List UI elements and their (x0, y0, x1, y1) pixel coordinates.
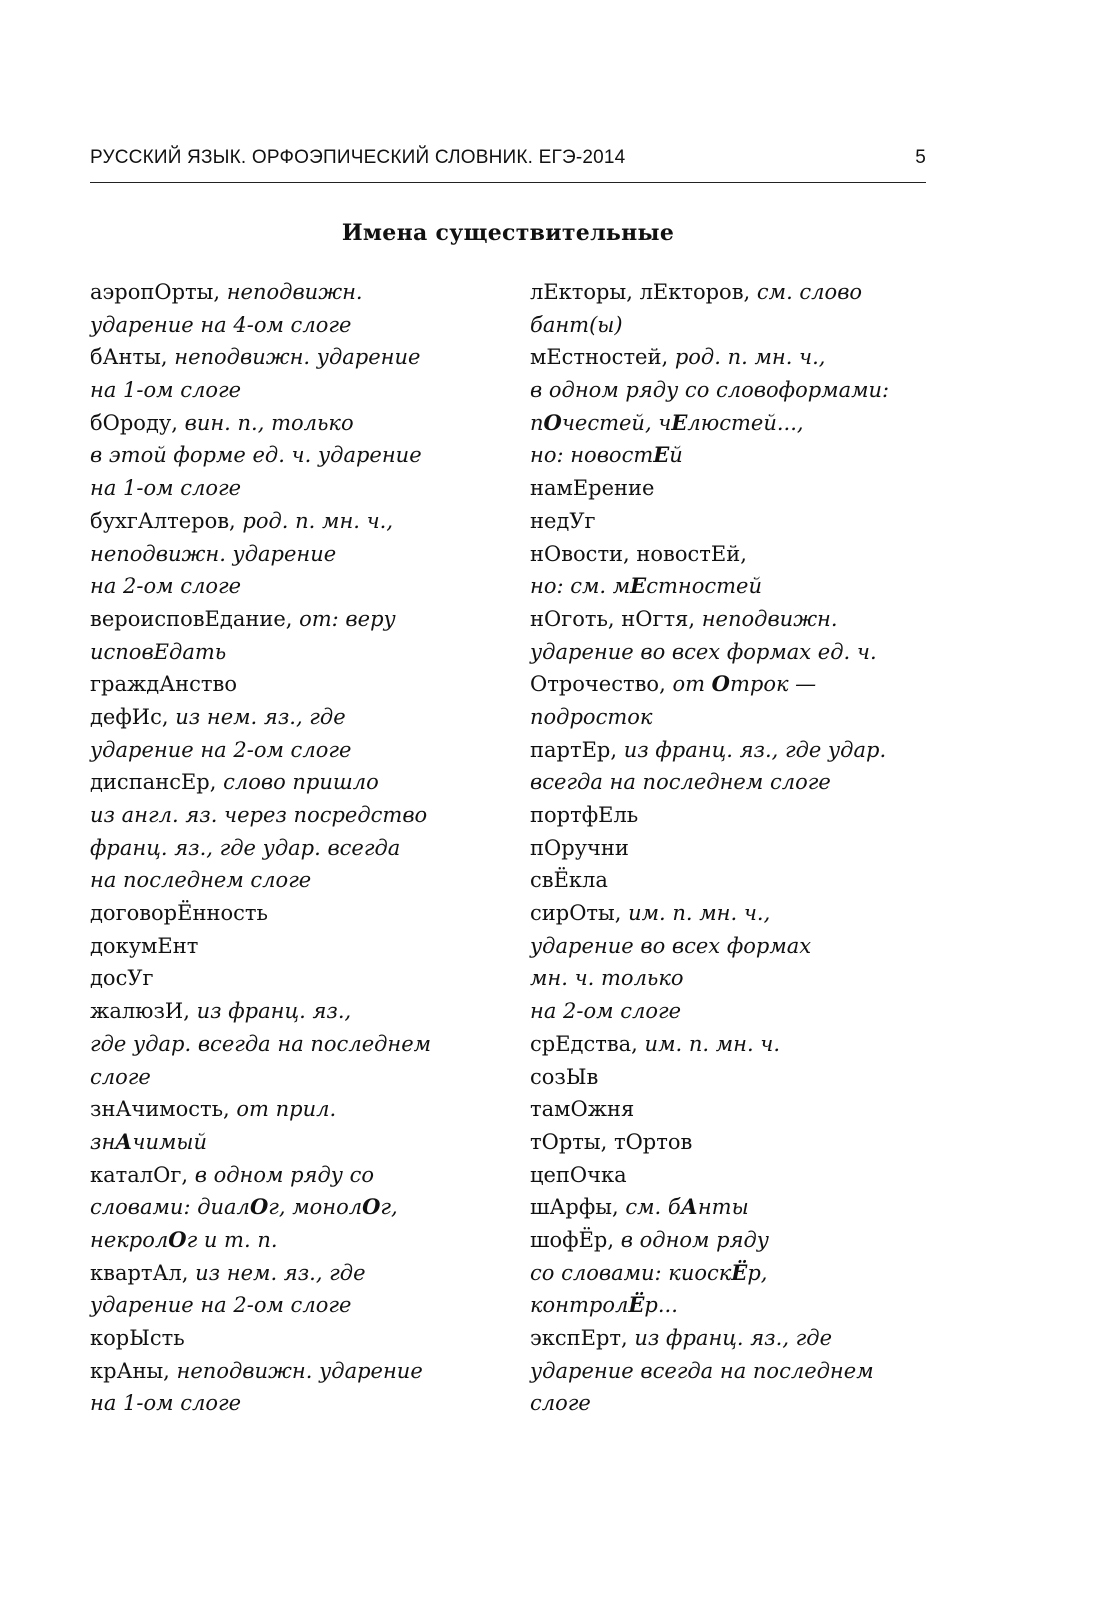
headword-text: нОготь, нОгтя, (530, 606, 702, 631)
dictionary-line (530, 1061, 930, 1094)
page-number: 5 (915, 147, 926, 168)
note-text: но: см. м (530, 574, 631, 599)
dictionary-line (530, 276, 930, 309)
note-text: из нем. яз., где (195, 1260, 366, 1285)
dictionary-line (530, 897, 930, 930)
headword-text: шофЁр, (530, 1227, 621, 1252)
dictionary-line (90, 1355, 490, 1388)
dictionary-line (530, 309, 930, 342)
dictionary-line (90, 701, 490, 734)
dictionary-line (90, 439, 490, 472)
dictionary-line (90, 734, 490, 767)
dictionary-line (530, 668, 930, 701)
dictionary-line (530, 538, 930, 571)
dictionary-line (530, 1355, 930, 1388)
note-text: г и т. п. (186, 1227, 278, 1252)
right-column (530, 276, 930, 1420)
dictionary-line (90, 341, 490, 374)
running-title: РУССКИЙ ЯЗЫК. ОРФОЭПИЧЕСКИЙ СЛОВНИК. ЕГЭ-2014 (90, 147, 626, 168)
dictionary-line (90, 1387, 490, 1420)
headword-text: вероисповЕдание, (90, 606, 300, 631)
dictionary-line (90, 962, 490, 995)
dictionary-line (90, 1159, 490, 1192)
note-text: словами: диал (90, 1195, 250, 1220)
note-text: в одном ряду (620, 1227, 769, 1252)
headword-text: жалюзИ, (90, 999, 197, 1024)
stressed-letter: Е (630, 573, 647, 599)
dictionary-line (90, 1191, 490, 1224)
headword-text: портфЕль (530, 803, 639, 827)
dictionary-line (90, 505, 490, 538)
note-text: в одном ряду со словоформами: (530, 378, 890, 403)
headword-text: квартАл, (90, 1260, 196, 1285)
dictionary-line (530, 374, 930, 407)
note-text: неподвижн. ударение (176, 1358, 423, 1383)
dictionary-line (90, 995, 490, 1028)
dictionary-line (90, 538, 490, 571)
dictionary-line (530, 701, 930, 734)
dictionary-line (530, 1028, 930, 1061)
dictionary-line (530, 734, 930, 767)
dictionary-line (90, 1322, 490, 1355)
note-text: на 1-ом слоге (90, 1391, 242, 1416)
dictionary-line (530, 995, 930, 1028)
headword-text: крАны, (90, 1358, 177, 1383)
note-text: ударение на 2-ом слоге (90, 1293, 352, 1318)
stressed-letter: О (362, 1194, 381, 1220)
note-text: й (669, 443, 683, 468)
note-text: на 1-ом слоге (90, 378, 242, 403)
dictionary-line (90, 897, 490, 930)
dictionary-line (530, 864, 930, 897)
note-text: на 2-ом слоге (90, 574, 242, 599)
dictionary-line (530, 439, 930, 472)
note-text: из нем. яз., где (175, 704, 346, 729)
headword-text: экспЕрт, (530, 1326, 635, 1350)
dictionary-line (90, 1061, 490, 1094)
stressed-letter: Е (671, 409, 688, 435)
dictionary-line (90, 1028, 490, 1061)
dictionary-line (530, 505, 930, 538)
note-text: из франц. яз., где (634, 1326, 833, 1350)
stressed-letter: О (249, 1194, 269, 1220)
stressed-letter: А (115, 1128, 133, 1154)
dictionary-line (530, 472, 930, 505)
dictionary-line (90, 276, 490, 309)
headword-text: диспансЕр, (90, 770, 224, 795)
dictionary-line (530, 799, 930, 832)
note-text: род. п. мн. ч., (674, 345, 826, 370)
headword-text: намЕрение (530, 476, 655, 501)
headword-text: каталОг, (90, 1162, 195, 1187)
headword-text: досУг (90, 966, 154, 991)
note-text: см. слово (756, 280, 863, 304)
dictionary-line (530, 1126, 930, 1159)
note-text: ударение во всех формах ед. ч. (530, 639, 877, 664)
running-header (90, 146, 926, 183)
dictionary-line (90, 668, 490, 701)
dictionary-line (90, 1257, 490, 1290)
note-text: слоге (90, 1064, 151, 1089)
note-text: в одном ряду со (194, 1162, 375, 1187)
note-text: им. п. мн. ч., (628, 901, 771, 926)
dictionary-line (530, 341, 930, 374)
note-text: мн. ч. только (530, 966, 684, 991)
dictionary-line (530, 570, 930, 603)
headword-text: знАчимость, (90, 1097, 237, 1122)
stressed-letter: О (168, 1226, 187, 1252)
note-text: слово пришло (223, 770, 379, 795)
dictionary-line (90, 407, 490, 440)
note-text: нты (697, 1195, 749, 1220)
note-text: ударение всегда на последнем (530, 1358, 874, 1383)
headword-text: созЫв (530, 1064, 599, 1089)
section-title: Имена существительные (341, 220, 675, 246)
stressed-letter: Ё (731, 1259, 748, 1285)
note-text: некрол (90, 1227, 169, 1252)
note-text: род. п. мн. ч., (242, 508, 394, 533)
dictionary-line (530, 766, 930, 799)
note-text: г, монол (268, 1195, 363, 1220)
stressed-letter: Ё (628, 1292, 645, 1318)
headword-text: недУг (530, 508, 596, 533)
headword-text: дефИс, (90, 704, 176, 729)
note-text: ударение во всех формах (530, 933, 812, 958)
note-text: исповЕдать (90, 639, 227, 664)
dictionary-line (530, 1093, 930, 1126)
note-text: п (530, 410, 544, 435)
note-text: из франц. яз., (196, 999, 352, 1024)
headword-text: цепОчка (530, 1162, 627, 1187)
headword-text: срЕдства, (530, 1031, 645, 1056)
stressed-letter: О (543, 409, 562, 435)
note-text: неподвижн. (226, 280, 363, 304)
dictionary-line (90, 832, 490, 865)
note-text: от: веру (299, 606, 396, 631)
headword-text: лЕкторы, лЕкторов, (530, 280, 757, 304)
note-text: со словами: киоск (530, 1260, 732, 1285)
note-text: неподвижн. (701, 606, 838, 631)
note-text: но: новост (530, 443, 654, 468)
note-text: всегда на последнем слоге (530, 770, 831, 795)
note-text: контрол (530, 1293, 629, 1318)
dictionary-line (90, 374, 490, 407)
note-text: бант(ы) (530, 312, 623, 337)
note-text: неподвижн. ударение (90, 541, 337, 566)
note-text: люстей..., (687, 410, 804, 435)
dictionary-line (90, 1289, 490, 1322)
note-text: г, (380, 1195, 398, 1220)
dictionary-line (530, 1322, 930, 1355)
dictionary-line (90, 864, 490, 897)
headword-text: партЕр, (530, 737, 624, 762)
dictionary-line (90, 570, 490, 603)
dictionary-line (90, 930, 490, 963)
note-text: из англ. яз. через посредство (90, 803, 428, 827)
dictionary-line (530, 1387, 930, 1420)
note-text: на последнем слоге (90, 868, 312, 893)
headword-text: Отрочество, (530, 672, 673, 697)
headword-text: тОрты, тОртов (530, 1129, 693, 1154)
dictionary-line (90, 1093, 490, 1126)
note-text: ударение на 4-ом слоге (90, 312, 352, 337)
stressed-letter: А (680, 1194, 698, 1220)
dictionary-line (530, 832, 930, 865)
headword-text: корЫсть (90, 1326, 185, 1350)
note-text: где удар. всегда на последнем (90, 1031, 432, 1056)
note-text: на 1-ом слоге (90, 476, 242, 501)
dictionary-line (530, 1224, 930, 1257)
headword-text: шАрфы, (530, 1195, 626, 1220)
note-text: из франц. яз., где удар. (623, 737, 887, 762)
headword-text: граждАнство (90, 672, 237, 697)
dictionary-line (530, 1257, 930, 1290)
dictionary-line (90, 603, 490, 636)
dictionary-line (530, 1191, 930, 1224)
note-text: ударение на 2-ом слоге (90, 737, 352, 762)
note-text: стностей (646, 574, 762, 599)
note-text: см. б (625, 1195, 681, 1220)
headword-text: бухгАлтеров, (90, 508, 243, 533)
note-text: р... (644, 1293, 678, 1318)
headword-text: аэропОрты, (90, 280, 227, 304)
headword-text: докумЕнт (90, 933, 199, 958)
note-text: честей, ч (561, 410, 672, 435)
dictionary-line (90, 636, 490, 669)
dictionary-line (530, 1159, 930, 1192)
note-text: неподвижн. ударение (174, 345, 421, 370)
dictionary-line (90, 799, 490, 832)
headword-text: пОручни (530, 835, 629, 860)
note-text: р, (747, 1260, 768, 1285)
headword-text: бАнты, (90, 345, 175, 370)
dictionary-line (530, 603, 930, 636)
note-text: трок — (729, 672, 817, 697)
headword-text: сирОты, (530, 901, 629, 926)
note-text: им. п. мн. ч. (644, 1031, 781, 1056)
note-text: подросток (530, 704, 653, 729)
headword-text: мЕстностей, (530, 345, 675, 370)
note-text: вин. п., только (184, 410, 354, 435)
stressed-letter: О (711, 671, 730, 697)
note-text: чимый (132, 1129, 208, 1154)
headword-text: договорЁнность (90, 901, 268, 926)
dictionary-line (530, 636, 930, 669)
note-text: зн (90, 1129, 116, 1154)
headword-text: нОвости, новостЕй, (530, 541, 747, 566)
left-column (90, 276, 490, 1420)
stressed-letter: Е (653, 442, 670, 468)
headword-text: свЁкла (530, 868, 608, 893)
dictionary-line (90, 1224, 490, 1257)
dictionary-line (530, 407, 930, 440)
note-text: от прил. (236, 1097, 337, 1122)
dictionary-line (90, 309, 490, 342)
note-text: в этой форме ед. ч. ударение (90, 443, 422, 468)
note-text: франц. яз., где удар. всегда (90, 835, 401, 860)
note-text: от (672, 672, 712, 697)
headword-text: бОроду, (90, 410, 185, 435)
headword-text: тамОжня (530, 1097, 635, 1122)
dictionary-line (90, 472, 490, 505)
dictionary-line (530, 930, 930, 963)
dictionary-line (90, 1126, 490, 1159)
note-text: слоге (530, 1391, 591, 1416)
dictionary-line (530, 962, 930, 995)
dictionary-line (530, 1289, 930, 1322)
note-text: на 2-ом слоге (530, 999, 682, 1024)
dictionary-line (90, 766, 490, 799)
